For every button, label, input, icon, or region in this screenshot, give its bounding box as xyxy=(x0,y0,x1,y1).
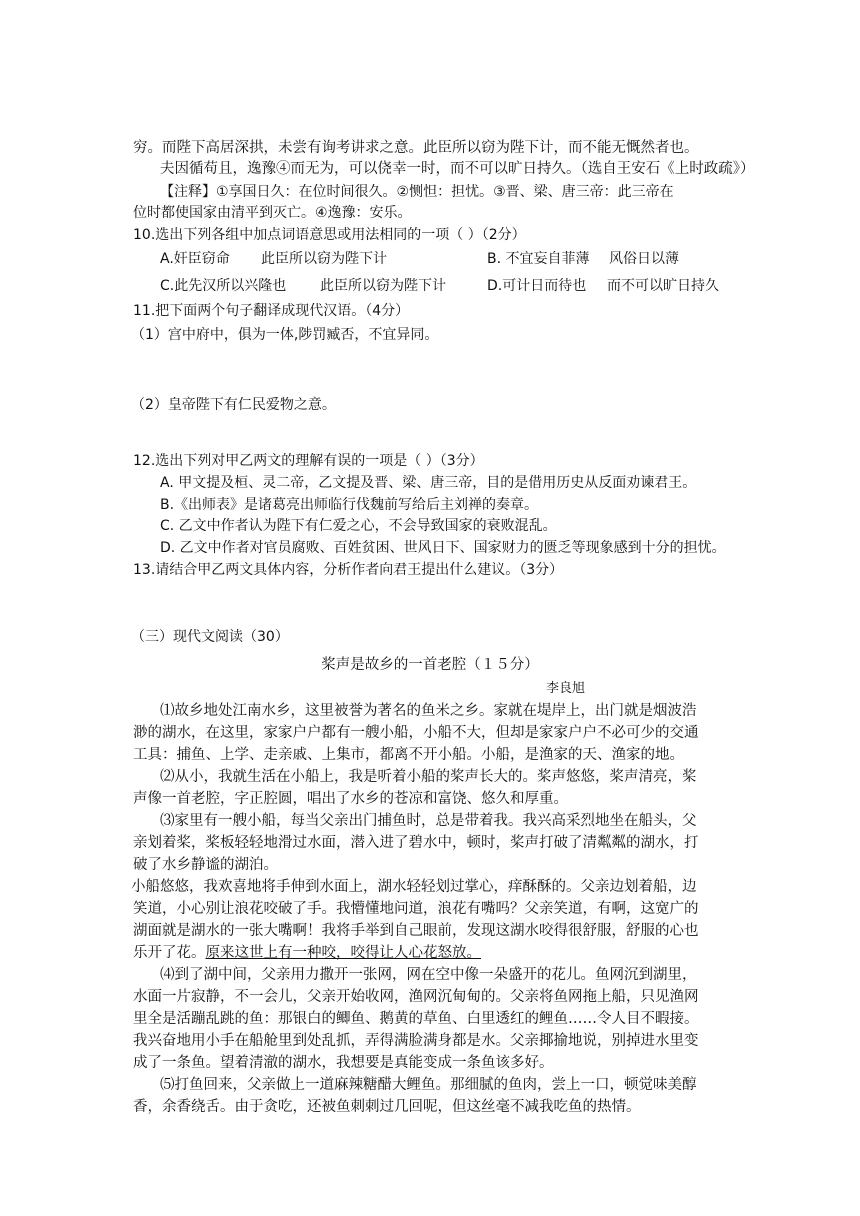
essay-line: ⑶家里有一艘小船，每当父亲出门捕鱼时，总是带着我。我兴高采烈地坐在船头，父 xyxy=(160,813,697,829)
q11-sentence-1: （1）宫中府中，俱为一体,陟罚臧否，不宜异同。 xyxy=(131,327,439,343)
essay-line: ⑷到了湖中间，父亲用力撒开一张网，网在空中像一朵盛开的花儿。鱼网沉到湖里， xyxy=(160,967,697,983)
essay-line: ⑵从小，我就生活在小船上，我是听着小船的桨声长大的。桨声悠悠，桨声清亮，桨 xyxy=(160,769,697,785)
essay-author: 李良旭 xyxy=(546,681,586,696)
essay-line: 声像一首老腔，字正腔圆，唱出了水乡的苍凉和富饶、悠久和厚重。 xyxy=(133,791,568,807)
passage-line: 夫因循苟且，逸豫④而无为，可以侥幸一时，而不可以旷日持久。（选自王安石《上时政疏》） xyxy=(160,161,755,177)
essay-line: 小船悠悠，我欢喜地将手伸到水面上，湖水轻轻划过掌心，痒酥酥的。父亲边划着船，边 xyxy=(131,879,697,895)
essay-line: 水面一片寂静，不一会儿，父亲开始收网，渔网沉甸甸的。父亲将鱼网拖上船，只见渔网 xyxy=(133,989,699,1005)
q10-option-b2: 风俗日以薄 xyxy=(609,251,679,267)
q10-option-d2: 而不可以旷日持久 xyxy=(607,278,719,294)
essay-text: 乐开了花。 xyxy=(133,945,206,961)
notes-line: 【注释】①享国日久：在位时间很久。②恻怛：担忧。③晋、梁、唐三帝：此三帝在 xyxy=(160,184,674,200)
question-11-stem: 11.把下面两个句子翻译成现代汉语。（4分） xyxy=(133,303,410,319)
q11-sentence-2: （2）皇帝陛下有仁民爱物之意。 xyxy=(131,397,336,413)
notes-line: 位时都使国家由清平到灭亡。④逸豫：安乐。 xyxy=(133,205,412,221)
q10-option-c1: C.此先汉所以兴隆也 xyxy=(160,278,287,294)
q12-option-d: D. 乙文中作者对官员腐败、百姓贫困、世风日下、国家财力的匮乏等现象感到十分的担忧。 xyxy=(160,540,726,556)
essay-line: ⑴故乡地处江南水乡，这里被誉为著名的鱼米之乡。家就在堤岸上，出门就是烟波浩 xyxy=(160,703,697,719)
essay-line: ⑸打鱼回来，父亲做上一道麻辣糖醋大鲤鱼。那细腻的鱼肉，尝上一口，顿觉味美醇 xyxy=(160,1077,697,1093)
essay-line xyxy=(133,943,481,963)
essay-title: 桨声是故乡的一首老腔（１５分） xyxy=(321,657,539,673)
essay-line: 湖面就是湖水的一张大嘴啊！我将手举到自己眼前，发现这湖水咬得很舒服，舒服的心也 xyxy=(133,923,699,939)
essay-line: 破了水乡静谧的湖泊。 xyxy=(133,857,278,873)
q12-option-a: A. 甲文提及桓、灵二帝，乙文提及晋、梁、唐三帝，目的是借用历史从反面劝谏君王。 xyxy=(160,475,697,491)
essay-line: 工具：捕鱼、上学、走亲戚、上集市，都离不开小船。小船，是渔家的天、渔家的地。 xyxy=(133,747,684,763)
essay-line: 亲划着桨，桨板轻轻地滑过水面，潜入进了碧水中，顿时，桨声打破了清粼粼的湖水，打 xyxy=(133,835,699,851)
q12-option-b: B.《出师表》是诸葛亮出师临行伐魏前写给后主刘禅的奏章。 xyxy=(160,497,539,513)
underlined-sentence: 原来这世上有一种咬，咬得让人心花怒放。 xyxy=(205,945,481,961)
question-12-stem: 12.选出下列对甲乙两文的理解有误的一项是（ ）（3分） xyxy=(133,453,484,469)
q10-option-c2: 此臣所以窃为陛下计 xyxy=(320,278,446,294)
q10-option-d1: D.可计日而待也 xyxy=(487,278,587,294)
essay-line: 渺的湖水，在这里，家家户户都有一艘小船，小船不大，但却是家家户户不必可少的交通 xyxy=(133,725,699,741)
essay-line: 我兴奋地用小手在船舱里到处乱抓，弄得满脸满身都是水。父亲揶揄地说，别掉进水里变 xyxy=(133,1033,699,1049)
essay-line: 成了一条鱼。望着清澈的湖水，我想要是真能变成一条鱼该多好。 xyxy=(133,1055,554,1071)
q12-option-c: C. 乙文中作者认为陛下有仁爱之心，不会导致国家的衰败混乱。 xyxy=(160,518,557,534)
q10-option-a1: A.奸臣窃命 xyxy=(160,251,230,267)
q10-option-b1: B. 不宜妄自菲薄 xyxy=(487,251,590,267)
question-10-stem: 10.选出下列各组中加点词语意思或用法相同的一项（ ）（2分） xyxy=(133,227,526,243)
section-heading: （三）现代文阅读（30） xyxy=(131,629,289,645)
essay-line: 香，余香绕舌。由于贪吃，还被鱼刺刺过几回呢，但这丝毫不减我吃鱼的热情。 xyxy=(133,1099,641,1115)
essay-line: 笑道，小心别让浪花咬破了手。我懵懂地问道，浪花有嘴吗？父亲笑道，有啊，这宽广的 xyxy=(133,901,699,917)
essay-line: 里全是活蹦乱跳的鱼：那银白的鲫鱼、鹅黄的草鱼、白里透红的鲤鱼……令人目不暇接。 xyxy=(133,1011,699,1027)
q10-option-a2: 此臣所以窃为陛下计 xyxy=(261,251,387,267)
question-13-stem: 13.请结合甲乙两文具体内容，分析作者向君王提出什么建议。（3分） xyxy=(133,562,564,578)
passage-line: 穷。而陛下高居深拱，未尝有询考讲求之意。此臣所以窃为陛下计，而不能无慨然者也。 xyxy=(133,140,699,156)
